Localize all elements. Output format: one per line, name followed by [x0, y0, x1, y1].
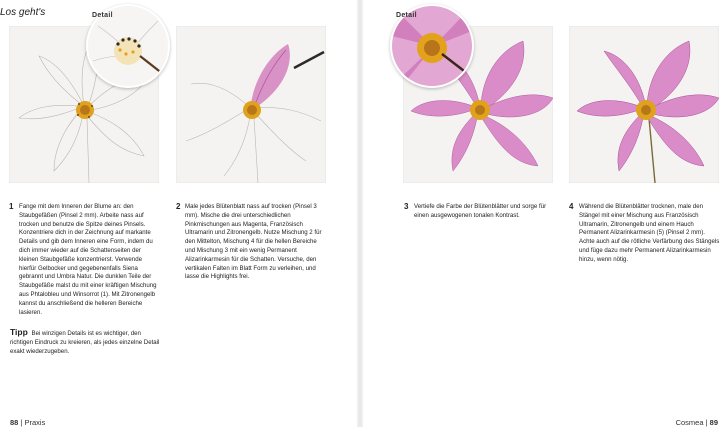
footer-right — [676, 418, 718, 427]
step-4-number: 4 — [569, 202, 574, 211]
footer-left — [10, 418, 45, 427]
detail-label-left: Detail — [92, 12, 113, 19]
step-1-number: 1 — [9, 202, 14, 211]
tip-text: Bei winzigen Details ist es wichtiger, den richtigen Eindruck zu kreieren, als jedes einzelne Detail exakt wiederzugeben. — [10, 330, 160, 355]
footer-separator-right: | — [705, 418, 708, 427]
step-4-text: Während die Blütenblätter trocknen, male den Stängel mit einer Mischung aus Französisch Ultramarin, Zitronengelb und einem Hauch Permanent Alizarinkarmesin (5) (Pinsel 2 mm). Achte auch auf die rötliche Verfärbung des Stängels und füge dazu mehr Permanent Alizarinkarmesin hinzu, wenn nötig. — [579, 203, 720, 263]
tip-box — [10, 328, 162, 356]
tip-label: Tipp — [10, 327, 28, 337]
step-2-text: Male jedes Blütenblatt nass auf trocken (Pinsel 3 mm). Mische die drei unterschiedlichen Pinkmischungen aus Magenta, Französisch Ultramarin und Zitronengelb. Nutze Mischung 2 für den Mittelton, Mischung 4 für die hellen Bereiche und Mischung 3 mit ein wenig Permanent Alizarinkarmesin für die Schatten. Versuche, den vertikalen Falten im Blatt Form zu verleihen, und lasse die Highlights frei. — [185, 203, 322, 281]
left-section-name: Praxis — [24, 418, 46, 427]
right-page-number: 89 — [709, 418, 718, 427]
right-section-name: Cosmea — [675, 418, 704, 427]
footer-separator-left: | — [20, 418, 23, 427]
detail-label-right: Detail — [396, 12, 417, 19]
finished-flower-illustration — [569, 26, 719, 183]
section-title: Los geht's — [0, 7, 46, 18]
book-spine — [357, 0, 363, 427]
step-2-photo — [176, 26, 326, 183]
step-3-text: Vertiefe die Farbe der Blütenblätter und sorge für einen ausgewogenen tonalen Kontrast. — [414, 203, 547, 219]
step-2-number: 2 — [176, 202, 181, 211]
first-petal-illustration — [176, 26, 326, 183]
step-1-text: Fange mit dem Inneren der Blume an: den Staubgefäßen (Pinsel 2 mm). Arbeite nass auf trocken und benutze die Spitze deines Pinsels. Konzentriere dich in der Zeichnung auf markante Details und gib dem Inneren eine Form, indem du dich immer wieder auf die Schattenseiten der kleinen Staubgefäße konzentrierst. Verwende hierfür Gelbocker und gegebenenfalls Siena gebrannt und Umbra Natur. Die dunklen Teile der Staubgefäße malst du mit einer kräftigen Mischung aus Phtalobleu und Winsorrot (1). Mit Zitronengelb kannst du anschließend die helleren Bereiche lasieren. — [19, 203, 157, 316]
step-4-photo — [569, 26, 719, 183]
step-3-number: 3 — [404, 202, 409, 211]
left-page-number: 88 — [10, 418, 19, 427]
